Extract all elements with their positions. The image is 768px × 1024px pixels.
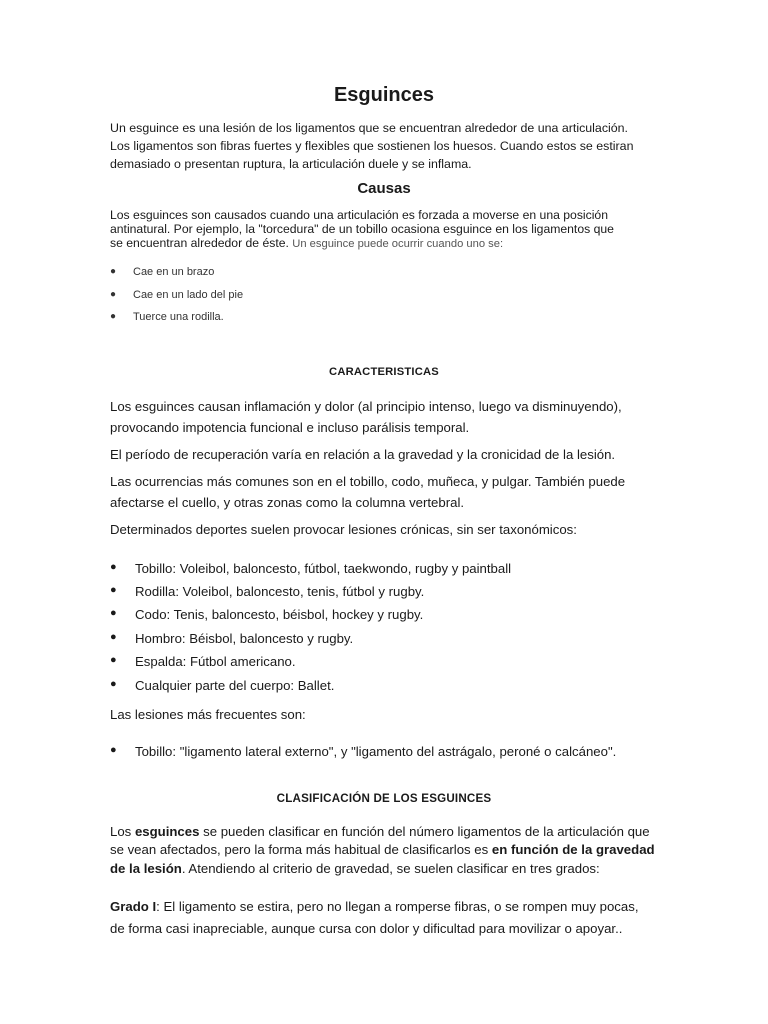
grado-1-line-2: de forma casi inapreciable, aunque cursa con dolor y dificultad para movilizar o apoyar.. <box>110 921 623 936</box>
list-item-text: Rodilla: Voleibol, baloncesto, tenis, fútbol y rugby. <box>135 584 425 599</box>
causas-line-3-main: se encuentran alrededor de éste. <box>110 236 289 250</box>
caracteristicas-heading: CARACTERISTICAS <box>329 366 439 378</box>
bullet-icon: ● <box>110 311 117 322</box>
text-run-bold: esguinces <box>134 824 200 839</box>
bullet-icon: ● <box>110 266 117 277</box>
caract-para-2: El período de recuperación varía en relación a la gravedad y la cronicidad de la lesión. <box>110 447 616 462</box>
list-item-text: Espalda: Fútbol americano. <box>135 654 296 669</box>
bullet-icon: ● <box>110 607 117 619</box>
clasif-line-2 <box>110 839 655 860</box>
grado-1-line-1 <box>110 896 639 917</box>
caract-para-1-line-1: Los esguinces causan inflamación y dolor (al principio intenso, luego va disminuyendo), <box>110 399 622 414</box>
caract-para-5: Las lesiones más frecuentes son: <box>110 707 306 722</box>
text-run-bold: en función de la gravedad <box>491 842 655 857</box>
intro-line-2: Los ligamentos son fibras fuertes y flexibles que sostienen los huesos. Cuando estos se estiran <box>110 139 634 153</box>
causas-line-2: antinatural. Por ejemplo, la "torcedura" de un tobillo ocasiona esguince en los ligamentos que <box>110 222 614 236</box>
clasif-line-3 <box>110 858 600 879</box>
bullet-icon: ● <box>110 631 117 643</box>
bullet-icon: ● <box>110 561 117 573</box>
list-item-text: Codo: Tenis, baloncesto, béisbol, hockey y rugby. <box>135 607 424 622</box>
bullet-icon: ● <box>110 289 117 300</box>
list-item-text: Cae en un lado del pie <box>133 289 244 301</box>
clasificacion-heading: CLASIFICACIÓN DE LOS ESGUINCES <box>276 792 492 805</box>
page-title: Esguinces <box>333 84 435 106</box>
causas-line-1: Los esguinces son causados cuando una articulación es forzada a moverse en una posición <box>110 208 608 222</box>
caract-para-4: Determinados deportes suelen provocar lesiones crónicas, sin ser taxonómicos: <box>110 522 577 537</box>
list-item-text: Cae en un brazo <box>133 266 215 278</box>
caract-para-3-line-1: Las ocurrencias más comunes son en el tobillo, codo, muñeca, y pulgar. También puede <box>110 474 626 489</box>
causas-heading: Causas <box>357 180 411 197</box>
list-item-text: Tobillo: Voleibol, baloncesto, fútbol, taekwondo, rugby y paintball <box>135 561 512 576</box>
causas-line-3-tail: Un esguince puede ocurrir cuando uno se: <box>292 238 504 250</box>
grado-label: Grado I <box>110 899 157 914</box>
text-run: se pueden clasificar en función del número ligamentos de la articulación que <box>199 824 650 839</box>
text-run: Los <box>110 824 135 839</box>
list-item-text: Tuerce una rodilla. <box>133 311 224 323</box>
list-item-text: Cualquier parte del cuerpo: Ballet. <box>135 678 335 693</box>
text-run-bold: de la lesión <box>110 861 182 876</box>
list-item-text: Tobillo: "ligamento lateral externo", y "ligamento del astrágalo, peroné o calcáneo". <box>135 744 617 759</box>
text-run: : El ligamento se estira, pero no llegan a romperse fibras, o se rompen muy pocas, <box>156 899 639 914</box>
intro-line-3: demasiado o presentan ruptura, la articulación duele y se inflama. <box>110 157 472 171</box>
text-run: se vean afectados, pero la forma más habitual de clasificarlos es <box>110 842 492 857</box>
intro-line-1: Un esguince es una lesión de los ligamentos que se encuentran alrededor de una articulación. <box>110 121 628 135</box>
bullet-icon: ● <box>110 744 117 756</box>
caract-para-1-line-2: provocando impotencia funcional e incluso parálisis temporal. <box>110 420 470 435</box>
bullet-icon: ● <box>110 654 117 666</box>
list-item-text: Hombro: Béisbol, baloncesto y rugby. <box>135 631 354 646</box>
caract-para-3-line-2: afectarse el cuello, y otras zonas como la columna vertebral. <box>110 495 465 510</box>
bullet-icon: ● <box>110 584 117 596</box>
text-run: . Atendiendo al criterio de gravedad, se suelen clasificar en tres grados: <box>181 861 600 876</box>
causas-line-3 <box>110 236 503 251</box>
bullet-icon: ● <box>110 678 117 690</box>
